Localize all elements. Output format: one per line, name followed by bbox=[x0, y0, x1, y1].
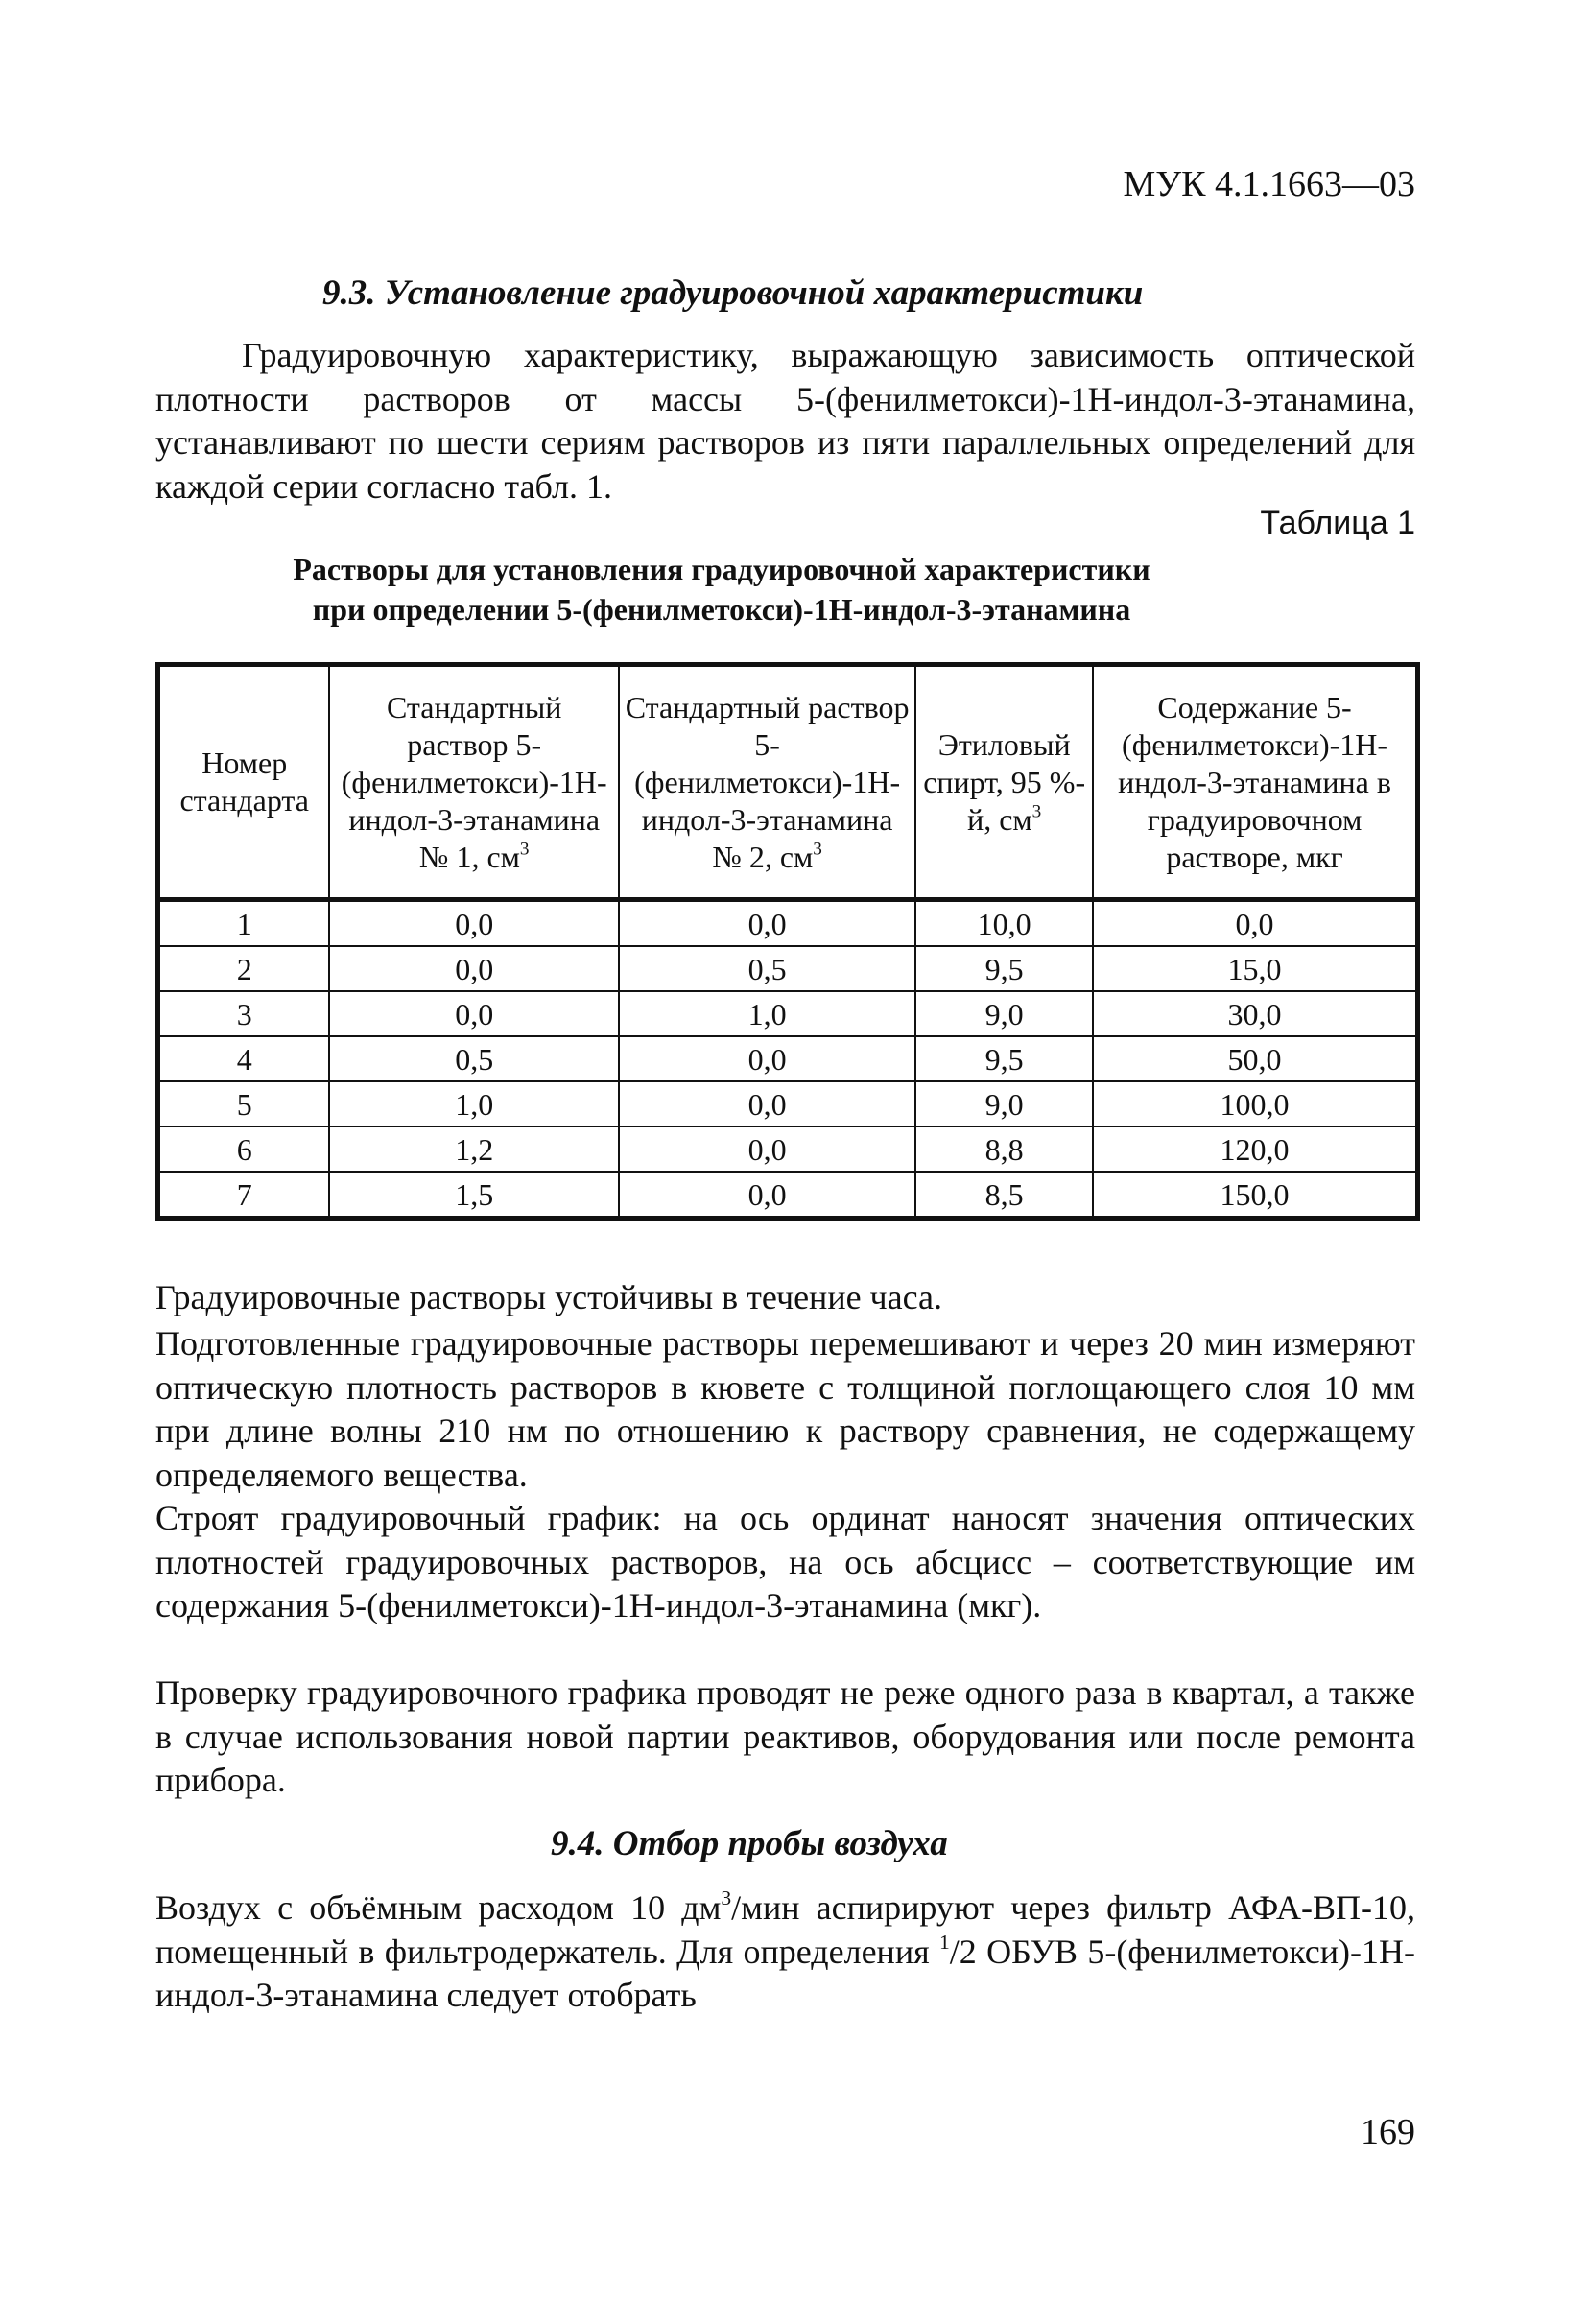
cell-solution-2: 0,0 bbox=[619, 1172, 915, 1219]
cell-ethanol: 10,0 bbox=[915, 900, 1093, 947]
table-row bbox=[158, 946, 1418, 991]
fraction-numerator: 1 bbox=[939, 1930, 950, 1954]
table-title-line-2: при определении 5-(фенилметокси)-1Н-индол-3-этанамина bbox=[312, 592, 1131, 627]
table-row bbox=[158, 1081, 1418, 1126]
cell-ethanol: 8,5 bbox=[915, 1172, 1093, 1219]
header-standard-solution-2: Стандартный раствор 5-(фенилметокси)-1Н-индол-3-этанамина № 2, $см^3$ bbox=[619, 665, 915, 900]
cell-solution-1: 1,0 bbox=[329, 1081, 619, 1126]
cell-number: 7 bbox=[158, 1172, 330, 1219]
header-standard-number: Номер стандарта bbox=[158, 665, 330, 900]
document-code: МУК 4.1.1663—03 bbox=[1123, 164, 1415, 204]
cell-content: 15,0 bbox=[1093, 946, 1417, 991]
header-ethanol: Этиловый спирт, 95 %-й, $см^3$ bbox=[915, 665, 1093, 900]
cell-ethanol: 9,0 bbox=[915, 1081, 1093, 1126]
cell-ethanol: 8,8 bbox=[915, 1126, 1093, 1172]
paragraph-text: Строят градуировочный график: на ось ординат наносят значения оптических плотностей градуировочных растворов, на ось абсцисс – соответствующие им содержания 5-(фенилметокси)-1Н-индол-3-этанамина (мкг). bbox=[155, 1499, 1415, 1624]
cell-solution-2: 0,5 bbox=[619, 946, 915, 991]
paragraph-text: Градуировочные растворы устойчивы в течение часа. bbox=[155, 1278, 943, 1316]
paragraph-calibration-intro bbox=[155, 334, 1415, 509]
cell-number: 5 bbox=[158, 1081, 330, 1126]
table-row bbox=[158, 1126, 1418, 1172]
cell-solution-2: 0,0 bbox=[619, 1126, 915, 1172]
header-standard-solution-1: Стандартный раствор 5-(фенилметокси)-1Н-индол-3-этанамина № 1, $см^3$ bbox=[329, 665, 619, 900]
paragraph-measurement bbox=[155, 1322, 1415, 1497]
paragraph-text: Градуировочную характеристику, выражающую зависимость оптической плотности растворов от массы 5-(фенилметокси)-1Н-индол-3-этанамина, устанавливают по шести сериям растворов из пяти параллельных определений для каждой серии согласно табл. 1. bbox=[155, 336, 1415, 506]
cell-solution-2: 1,0 bbox=[619, 991, 915, 1036]
cell-content: 150,0 bbox=[1093, 1172, 1417, 1219]
cell-ethanol: 9,5 bbox=[915, 946, 1093, 991]
cell-solution-1: 1,5 bbox=[329, 1172, 619, 1219]
cell-solution-1: 0,5 bbox=[329, 1036, 619, 1081]
table-caption: Таблица 1 bbox=[1260, 505, 1415, 541]
paragraph-text: Проверку градуировочного графика проводят не реже одного раза в квартал, а также в случае использования новой партии реактивов, оборудования или после ремонта прибора. bbox=[155, 1673, 1415, 1799]
section-title-9-4: 9.4. Отбор пробы воздуха bbox=[551, 1824, 948, 1863]
cell-solution-1: 1,2 bbox=[329, 1126, 619, 1172]
cell-number: 6 bbox=[158, 1126, 330, 1172]
paragraph-text: Подготовленные градуировочные растворы перемешивают и через 20 мин измеряют оптическую плотность растворов в кювете с толщиной поглощающего слоя 10 мм при длине волны 210 нм по отношению к раствору сравнения, не содержащему определяемого вещества. bbox=[155, 1324, 1415, 1494]
cell-solution-1: 0,0 bbox=[329, 991, 619, 1036]
table-row bbox=[158, 1172, 1418, 1219]
table-header-row bbox=[158, 665, 1418, 900]
cell-solution-2: 0,0 bbox=[619, 900, 915, 947]
cell-solution-2: 0,0 bbox=[619, 1081, 915, 1126]
cell-content: 120,0 bbox=[1093, 1126, 1417, 1172]
table-row bbox=[158, 1036, 1418, 1081]
table-row bbox=[158, 991, 1418, 1036]
paragraph-stability bbox=[155, 1276, 1415, 1320]
cell-number: 2 bbox=[158, 946, 330, 991]
cell-solution-1: 0,0 bbox=[329, 946, 619, 991]
paragraph-graph bbox=[155, 1497, 1415, 1628]
section-title-9-3: 9.3. Установление градуировочной характеристики bbox=[322, 273, 1144, 313]
paragraph-air-sampling: Воздух с объёмным расходом 10 $дм^3$/мин аспирируют через фильтр АФА-ВП-10, помещенный в фильтродержатель. Для определения $^1$/2 ОБУВ 5-(фенилметокси)-1Н-индол-3-этанамина следует отобрать bbox=[155, 1885, 1416, 2014]
cell-number: 3 bbox=[158, 991, 330, 1036]
paragraph-graph-check bbox=[155, 1672, 1415, 1803]
header-content: Содержание 5-(фенилметокси)-1Н-индол-3-этанамина в градуировочном растворе, мкг bbox=[1093, 665, 1417, 900]
cell-solution-2: 0,0 bbox=[619, 1036, 915, 1081]
cell-content: 0,0 bbox=[1093, 900, 1417, 947]
cell-content: 30,0 bbox=[1093, 991, 1417, 1036]
cell-content: 100,0 bbox=[1093, 1081, 1417, 1126]
table-row bbox=[158, 900, 1418, 947]
cell-number: 4 bbox=[158, 1036, 330, 1081]
table-title bbox=[155, 549, 1288, 629]
cell-number: 1 bbox=[158, 900, 330, 947]
cell-content: 50,0 bbox=[1093, 1036, 1417, 1081]
fraction-denominator: /2 bbox=[949, 1932, 977, 1971]
calibration-table bbox=[155, 662, 1420, 1221]
cell-ethanol: 9,5 bbox=[915, 1036, 1093, 1081]
cell-ethanol: 9,0 bbox=[915, 991, 1093, 1036]
page-number: 169 bbox=[1361, 2112, 1415, 2152]
cell-solution-1: 0,0 bbox=[329, 900, 619, 947]
table-title-line-1: Растворы для установления градуировочной характеристики bbox=[293, 552, 1150, 586]
